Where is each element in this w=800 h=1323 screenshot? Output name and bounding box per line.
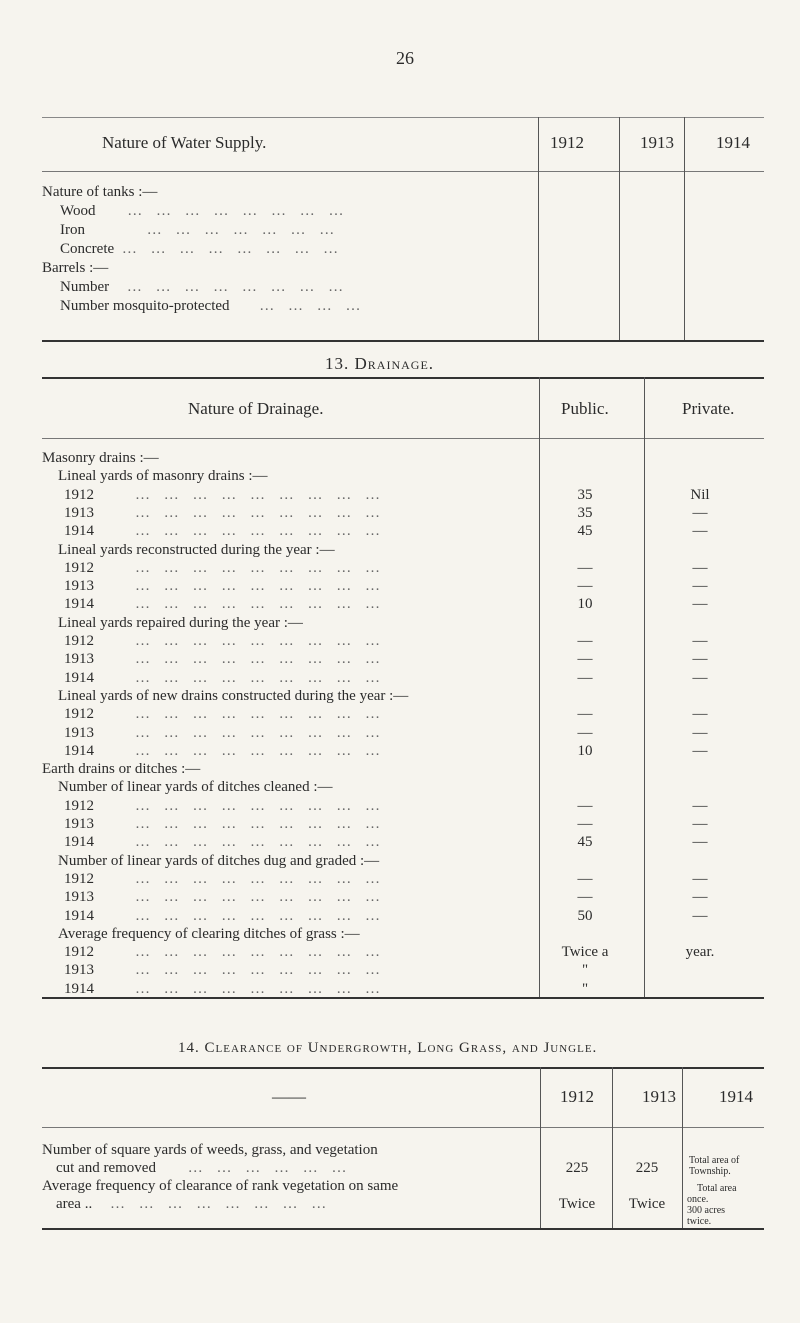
drainage-public-value: —: [577, 578, 593, 594]
water-supply-header-1914: 1914: [716, 133, 750, 152]
leader-dots: … … … … … … … … …: [135, 981, 385, 997]
drainage-row-label: 1914: [64, 834, 94, 850]
leader-dots: … … … … … … … … …: [135, 560, 385, 576]
drainage-row-label: Average frequency of clearing ditches of grass :—: [58, 926, 360, 942]
drainage-row-label: Lineal yards of masonry drains :—: [58, 468, 268, 484]
drainage-row-label: 1914: [64, 523, 94, 539]
clearance-title-text: 14. Clearance of Undergrowth, Long Grass, and Jungle.: [178, 1040, 598, 1056]
drainage-private-value: —: [692, 505, 708, 521]
drainage-private-value: —: [692, 871, 708, 887]
drainage-private-value: —: [692, 651, 708, 667]
leader-dots: … … … … … … … … …: [135, 706, 385, 722]
water-supply-header-1913: 1913: [640, 133, 674, 152]
drainage-private-value: —: [692, 670, 708, 686]
clearance-value-1913-row1: 225: [635, 1160, 659, 1176]
clearance-1914-note-6: twice.: [687, 1216, 712, 1227]
drainage-row-label: 1913: [64, 889, 94, 905]
drainage-private-value: —: [692, 523, 708, 539]
drainage-row-label: 1913: [64, 651, 94, 667]
drainage-title: 13. Drainage.: [325, 354, 435, 373]
drainage-private-value: —: [692, 908, 708, 924]
drainage-private-value: —: [692, 596, 708, 612]
clearance-value-1913-row2: Twice: [628, 1196, 666, 1212]
leader-dots: … … … … … … … … …: [135, 725, 385, 741]
clearance-header-1914: 1914: [719, 1087, 753, 1106]
drainage-public-value: 10: [577, 743, 593, 759]
drainage-private-value: —: [692, 834, 708, 850]
leader-dots: … … … … … … … … …: [135, 834, 385, 850]
drainage-public-value: —: [577, 651, 593, 667]
leader-dots: … … … … … … … … …: [135, 944, 385, 960]
drainage-private-value: —: [692, 560, 708, 576]
drainage-private-value: —: [692, 743, 708, 759]
clearance-value-1912-row2: Twice: [558, 1196, 596, 1212]
tanks-group-label: Nature of tanks :—: [42, 184, 158, 200]
leader-dots: … … … … … … … … …: [135, 651, 385, 667]
clearance-title: [178, 1040, 597, 1057]
drainage-row-label: 1913: [64, 962, 94, 978]
clearance-row-1-line-1: Number of square yards of weeds, grass, and vegetation: [42, 1142, 378, 1158]
drainage-public-value: —: [577, 560, 593, 576]
water-supply-header-1912: 1912: [550, 133, 584, 152]
drainage-public-value: 45: [577, 523, 593, 539]
drainage-public-value: —: [577, 871, 593, 887]
drainage-public-value: —: [577, 725, 593, 741]
drainage-row-label: 1914: [64, 908, 94, 924]
drainage-row-label: 1912: [64, 944, 94, 960]
water-supply-table: [42, 117, 764, 343]
drainage-row-label: 1912: [64, 633, 94, 649]
barrels-number: Number … … … … … … … …: [60, 279, 349, 295]
drainage-private-value: —: [692, 706, 708, 722]
page-number: 26: [396, 48, 414, 68]
drainage-public-value: ": [581, 981, 589, 997]
barrel-item-label: Number mosquito-protected: [60, 298, 230, 314]
barrel-item-label: Number: [60, 279, 110, 295]
drainage-row-label: 1912: [64, 706, 94, 722]
leader-dots: … … … … … … … … …: [135, 633, 385, 649]
drainage-public-value: —: [577, 706, 593, 722]
drainage-public-value: ": [581, 962, 589, 978]
drainage-public-value: Twice a: [561, 944, 609, 960]
drainage-private-value: Nil: [690, 487, 710, 503]
leader-dots: … … … … … … … … …: [135, 505, 385, 521]
drainage-row-label: 1913: [64, 816, 94, 832]
leader-dots: … … … … … … … … …: [135, 889, 385, 905]
drainage-row-label: Lineal yards of new drains constructed during the year :—: [58, 688, 409, 704]
drainage-row-label: 1914: [64, 981, 94, 997]
tank-type-label: Wood: [60, 203, 96, 219]
clearance-table: [42, 1067, 764, 1227]
clearance-row-label: area ..: [56, 1196, 93, 1212]
drainage-row-label: 1912: [64, 871, 94, 887]
water-supply-header-nature: Nature of Water Supply.: [102, 133, 267, 152]
drainage-row-label: 1913: [64, 578, 94, 594]
leader-dots: … … … … … … … … …: [135, 578, 385, 594]
drainage-private-value: —: [692, 889, 708, 905]
clearance-1914-note-3: Total area: [697, 1183, 737, 1194]
leader-dots: … … … … … … … … …: [135, 962, 385, 978]
clearance-header-1913: 1913: [642, 1087, 676, 1106]
drainage-row-label: 1914: [64, 596, 94, 612]
drainage-row-label: Lineal yards reconstructed during the year :—: [58, 542, 335, 558]
drainage-row-label: 1912: [64, 798, 94, 814]
leader-dots: … … … … … … … … …: [135, 798, 385, 814]
drainage-header-nature: Nature of Drainage.: [188, 399, 324, 418]
leader-dots: … … … … … … … … …: [135, 487, 385, 503]
leader-dots: … … … … … … … … …: [135, 743, 385, 759]
drainage-row-label: 1913: [64, 725, 94, 741]
drainage-private-value: —: [692, 798, 708, 814]
clearance-value-1912-row1: 225: [565, 1160, 589, 1176]
drainage-public-value: 35: [577, 487, 593, 503]
drainage-row-label: 1913: [64, 505, 94, 521]
clearance-row-2-line-2: area .. … … … … … … … …: [56, 1196, 332, 1212]
drainage-public-value: —: [577, 670, 593, 686]
drainage-public-value: 10: [577, 596, 593, 612]
clearance-row-label: cut and removed: [56, 1160, 156, 1176]
drainage-header-private: Private.: [682, 399, 735, 418]
drainage-public-value: —: [577, 889, 593, 905]
drainage-public-value: 45: [577, 834, 593, 850]
drainage-header-public: Public.: [561, 399, 609, 418]
drainage-private-value: —: [692, 816, 708, 832]
drainage-public-value: —: [577, 633, 593, 649]
tank-type-wood: Wood … … … … … … … …: [60, 203, 349, 219]
drainage-row-label: 1912: [64, 487, 94, 503]
clearance-row-1-line-2: cut and removed … … … … … …: [56, 1160, 352, 1176]
drainage-public-value: —: [577, 798, 593, 814]
leader-dots: … … … … … … … … …: [135, 523, 385, 539]
clearance-1914-note-5: 300 acres: [687, 1205, 726, 1216]
tank-type-iron: Iron … … … … … … …: [60, 222, 340, 238]
clearance-row-2-line-1: Average frequency of clearance of rank vegetation on same: [42, 1178, 399, 1194]
clearance-header-blank: ——: [272, 1087, 306, 1106]
drainage-public-value: 50: [577, 908, 593, 924]
leader-dots: … … … … … … … … …: [135, 816, 385, 832]
tank-type-label: Concrete: [60, 241, 115, 257]
drainage-public-value: —: [577, 816, 593, 832]
clearance-1914-note-2: Township.: [689, 1166, 731, 1177]
leader-dots: … … … … … … … … …: [135, 908, 385, 924]
drainage-private-value: —: [692, 725, 708, 741]
clearance-header-1912: 1912: [560, 1087, 594, 1106]
leader-dots: … … … … … … … … …: [135, 670, 385, 686]
drainage-row-label: 1914: [64, 743, 94, 759]
barrels-group-label: Barrels :—: [42, 260, 109, 276]
leader-dots: … … … … … … … … …: [135, 871, 385, 887]
leader-dots: … … … … … … … … …: [135, 596, 385, 612]
drainage-row-label: Lineal yards repaired during the year :—: [58, 615, 303, 631]
barrels-mosquito-protected: Number mosquito-protected … … … …: [60, 298, 366, 314]
tank-type-concrete: Concrete … … … … … … … …: [60, 241, 344, 257]
drainage-private-value: —: [692, 633, 708, 649]
drainage-row-label: Number of linear yards of ditches cleaned :—: [58, 779, 333, 795]
drainage-row-label: 1912: [64, 560, 94, 576]
drainage-row-label: Number of linear yards of ditches dug and graded :—: [58, 853, 380, 869]
clearance-1914-note-1: Total area of: [689, 1155, 740, 1166]
drainage-private-value: —: [692, 578, 708, 594]
clearance-1914-note-4: once.: [687, 1194, 709, 1205]
drainage-private-value: year.: [685, 944, 715, 960]
drainage-row-label: Earth drains or ditches :—: [42, 761, 201, 777]
drainage-row-label: Masonry drains :—: [42, 450, 159, 466]
drainage-public-value: 35: [577, 505, 593, 521]
tank-type-label: Iron: [60, 222, 85, 238]
drainage-row-label: 1914: [64, 670, 94, 686]
